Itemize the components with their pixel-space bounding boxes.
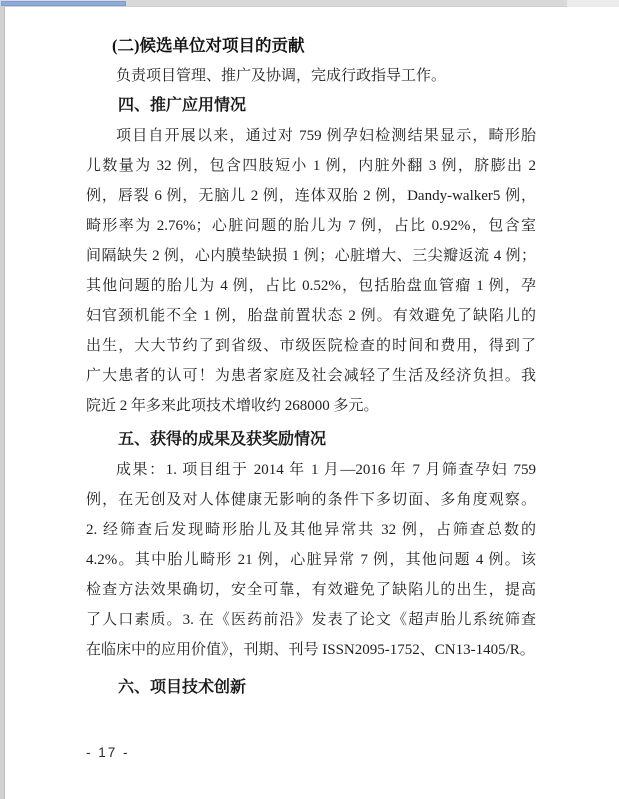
- page-number: - 17 -: [86, 745, 130, 760]
- paragraph-line: 成果：1. 项目组于 2014 年 1 月—2016 年 7 月筛查孕妇 759: [116, 462, 536, 478]
- paragraph-line: 例，在无创及对人体健康无影响的条件下多切面、多角度观察。: [86, 492, 536, 508]
- paragraph-line: 项目自开展以来，通过对 759 例孕妇检测结果显示，畸形胎: [116, 128, 536, 144]
- horizontal-scrollbar[interactable]: [0, 0, 619, 7]
- scrollbar-thumb[interactable]: [1, 1, 126, 6]
- paragraph-line: 出生，大大节约了到省级、市级医院检查的时间和费用，得到了: [86, 338, 536, 354]
- page-content: [86, 31, 536, 760]
- scrollbar-right-cap[interactable]: [567, 0, 619, 7]
- paragraph-line: 其他问题的胎儿为 4 例，占比 0.52%，包括胎盘血管瘤 1 例，孕: [86, 278, 536, 294]
- heading-section-4-promotion: 四、推广应用情况: [118, 97, 247, 114]
- paragraph-line: 畸形率为 2.76%；心脏问题的胎儿为 7 例，占比 0.92%，包含室: [86, 218, 536, 234]
- paragraph-line: 广大患者的认可！为患者家庭及社会减轻了生活及经济负担。我: [86, 368, 536, 384]
- paragraph-line: 检查方法效果确切，安全可靠，有效避免了缺陷儿的出生，提高: [86, 582, 536, 598]
- page-left-edge: [0, 7, 5, 799]
- paragraph-line: 了人口素质。3. 在《医药前沿》发表了论文《超声胎儿系统筛查: [86, 612, 536, 628]
- paragraph-contribution: 负责项目管理、推广及协调，完成行政指导工作。: [116, 68, 447, 84]
- paragraph-line: 例，唇裂 6 例，无脑儿 2 例，连体双胎 2 例，Dandy-walker5 例，: [86, 188, 536, 204]
- paragraph-line: 在临床中的应用价值》，刊期、刊号 ISSN2095-1752、CN13-1405/R。: [86, 642, 535, 658]
- paragraph-line: 4.2%。其中胎儿畸形 21 例，心脏异常 7 例，其他问题 4 例。该: [86, 552, 536, 568]
- heading-section-6-innovation: 六、项目技术创新: [118, 679, 247, 696]
- paragraph-line: 院近 2 年多来此项技术增收约 268000 多元。: [86, 398, 379, 414]
- paragraph-line: 2. 经筛查后发现畸形胎儿及其他异常共 32 例，占筛查总数的: [86, 522, 536, 538]
- heading-section-5-achievements: 五、获得的成果及获奖励情况: [118, 431, 327, 448]
- paragraph-line: 儿数量为 32 例，包含四肢短小 1 例，内脏外翻 3 例，脐膨出 2: [86, 158, 536, 174]
- paragraph-line: 间隔缺失 2 例，心内膜垫缺损 1 例；心脏增大、三尖瓣返流 4 例；: [86, 248, 536, 264]
- document-page: [6, 7, 619, 799]
- heading-candidate-contribution: (二)候选单位对项目的贡献: [112, 36, 305, 55]
- paragraph-line: 妇官颈机能不全 1 例，胎盘前置状态 2 例。有效避免了缺陷儿的: [86, 308, 536, 324]
